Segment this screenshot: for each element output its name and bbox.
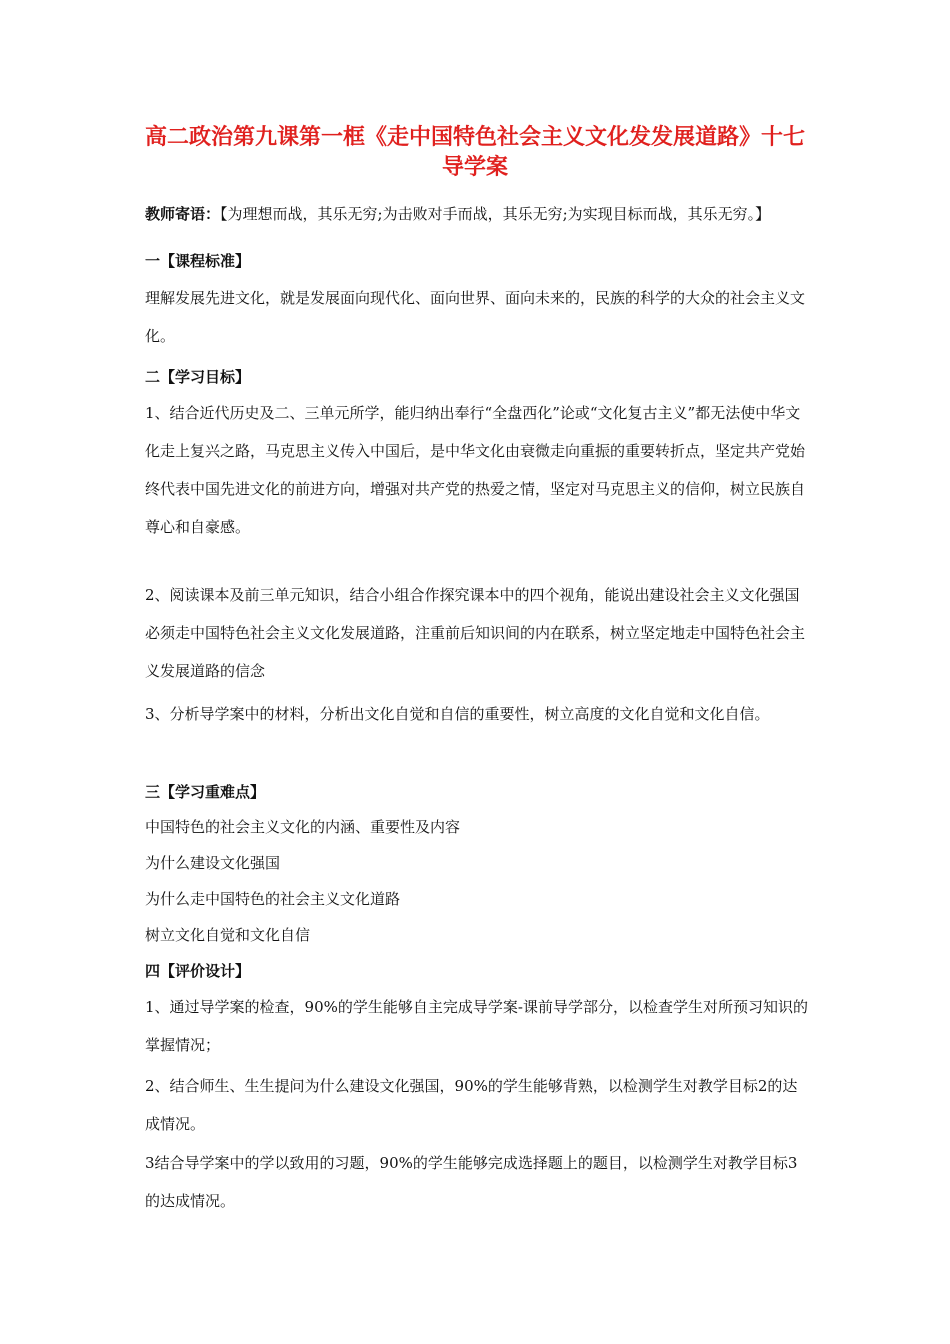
objective-3: 3、分析导学案中的材料，分析出文化自觉和自信的重要性，树立高度的文化自觉和文化自信。 <box>145 705 770 723</box>
key-point-1: 中国特色的社会主义文化的内涵、重要性及内容 <box>145 818 461 836</box>
evaluation-3: 3结合导学案中的学以致用的习题，90%的学生能够完成选择题上的题目，以检测学生对教学目标3的达成情况。 <box>145 1154 798 1210</box>
section-1-heading: 一【课程标准】 <box>145 252 251 270</box>
section-4-heading: 四【评价设计】 <box>145 962 251 980</box>
key-point-3: 为什么走中国特色的社会主义文化道路 <box>145 890 401 908</box>
section-2-heading: 二【学习目标】 <box>145 368 251 386</box>
section-1-text: 理解发展先进文化，就是发展面向现代化、面向世界、面向未来的，民族的科学的大众的社会主义文化。 <box>145 289 806 345</box>
objective-2: 2、阅读课本及前三单元知识，结合小组合作探究课本中的四个视角，能说出建设社会主义文化强国必须走中国特色社会主义文化发展道路，注重前后知识间的内在联系，树立坚定地走中国特色社会主义发展道路的信念 <box>145 586 806 680</box>
page-title: 高二政治第九课第一框《走中国特色社会主义文化发发展道路》十七导学案 <box>144 124 805 180</box>
key-point-2: 为什么建设文化强国 <box>145 854 281 872</box>
teacher-note-label: 教师寄语： <box>145 205 221 223</box>
key-point-4: 树立文化自觉和文化自信 <box>145 926 311 944</box>
teacher-note <box>145 203 808 225</box>
teacher-note-text: 【为理想而战，其乐无穷;为击败对手而战，其乐无穷;为实现目标而战，其乐无穷。】 <box>220 205 771 223</box>
objective-1: 1、结合近代历史及二、三单元所学，能归纳出奉行“全盘西化”论或“文化复古主义”都无法使中华文化走上复兴之路，马克思主义传入中国后，是中华文化由衰微走向重振的重要转折点，坚定共产党始终代表中国先进文化的前进方向，增强对共产党的热爱之情，坚定对马克思主义的信仰，树立民族自尊心和自豪感。 <box>145 404 806 536</box>
section-3-heading: 三【学习重难点】 <box>145 783 266 801</box>
evaluation-1: 1、通过导学案的检查，90%的学生能够自主完成导学案-课前导学部分，以检查学生对所预习知识的掌握情况； <box>145 998 808 1054</box>
evaluation-2: 2、结合师生、生生提问为什么建设文化强国，90%的学生能够背熟，以检测学生对教学目标2的达成情况。 <box>145 1077 798 1133</box>
